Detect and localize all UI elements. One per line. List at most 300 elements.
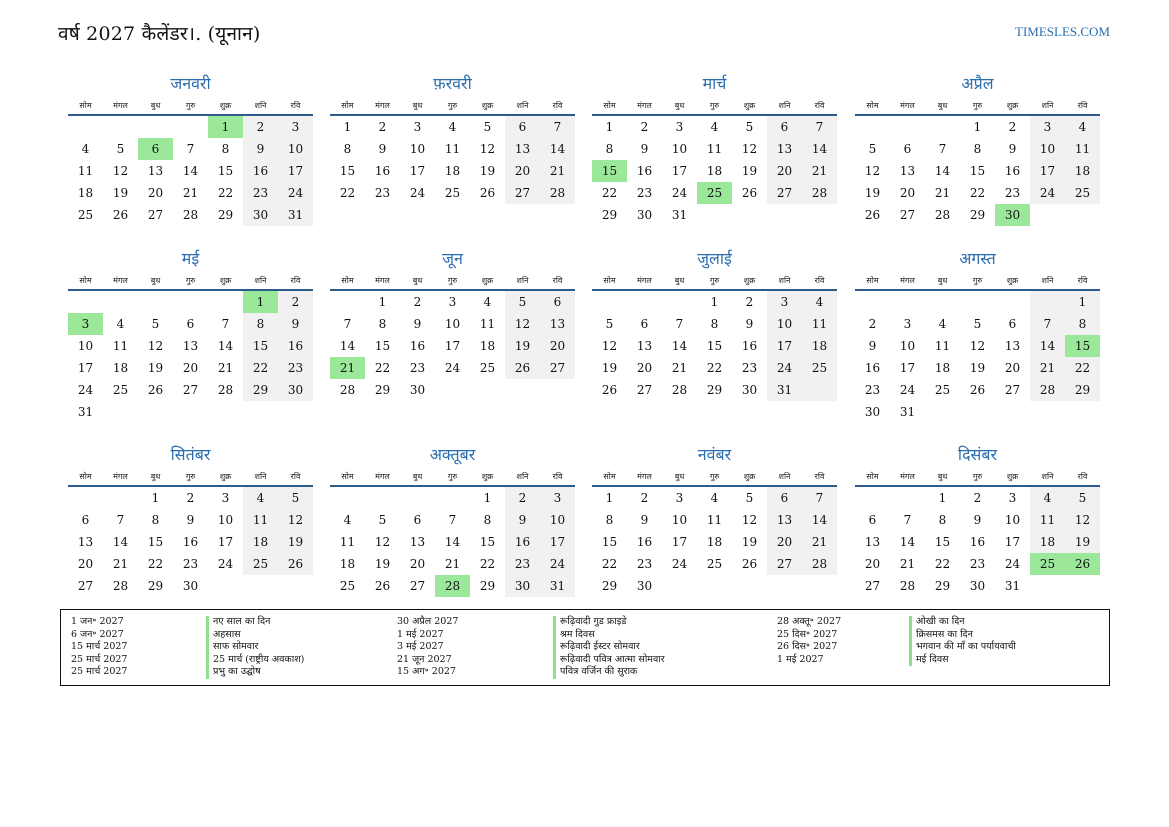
weekday-label: शुक्र [481,101,494,110]
day-cell: 19 [1074,535,1091,549]
holiday-day-cell: 21 [330,357,365,379]
day-cell: 14 [339,339,356,353]
day-cell: 10 [549,513,566,527]
day-cell: 14 [549,142,566,156]
weekday-label: शुक्र [1006,472,1019,481]
day-cell: 16 [969,535,986,549]
day-cell: 11 [252,513,269,527]
legend-holiday-name: पवित्र वर्जिन की सुराक [553,666,637,679]
month-name: अगस्त [959,249,996,268]
day-cell: 22 [252,361,269,375]
legend-date: 15 अग॰ 2027 [397,666,456,677]
weekday-label: शुक्र [219,472,232,481]
legend-date: 26 दिस॰ 2027 [777,641,838,652]
weekday-label: बुध [150,276,161,285]
day-cell: 21 [899,557,916,571]
weekday-header [68,100,313,116]
day-cell: 10 [1004,513,1021,527]
day-cell: 7 [815,491,824,505]
day-cell: 30 [864,405,881,419]
day-cell: 12 [112,164,129,178]
day-cell: 3 [675,120,684,134]
day-cell: 26 [112,208,129,222]
day-cell: 24 [1004,557,1021,571]
holiday-day-cell: 26 [1065,553,1100,575]
day-cell: 18 [811,339,828,353]
legend-date: 1 जन॰ 2027 [71,616,124,627]
weekday-label: रवि [814,472,825,481]
day-cell: 26 [969,383,986,397]
weekday-label: बुध [412,101,423,110]
legend-date: 1 मई 2027 [397,628,444,640]
day-cell: 24 [549,557,566,571]
weekday-label: मंगल [113,101,128,110]
day-cell: 3 [1043,120,1052,134]
weekday-label: शुक्र [743,276,756,285]
weekday-label: मंगल [375,276,390,285]
day-cell: 19 [287,535,304,549]
month-name: मार्च [702,74,727,93]
day-cell: 11 [934,339,951,353]
day-cell: 3 [221,491,230,505]
month-name: मई [181,249,200,268]
weekday-header [68,471,313,487]
holiday-day-cell: 25 [697,182,732,204]
weekday-label: शुक्र [219,276,232,285]
day-cell: 1 [151,491,160,505]
weekday-label: गुरु [185,276,196,285]
day-cell: 16 [182,535,199,549]
day-cell: 6 [1008,317,1017,331]
day-cell: 18 [112,361,129,375]
day-cell: 1 [343,120,352,134]
day-cell: 23 [969,557,986,571]
day-cell: 17 [1039,164,1056,178]
day-cell: 18 [934,361,951,375]
weekday-label: सोम [603,101,616,110]
day-cell: 26 [601,383,618,397]
day-cell: 2 [256,120,265,134]
weekday-label: शनि [516,101,529,110]
day-cell: 30 [252,208,269,222]
day-cell: 25 [77,208,94,222]
day-cell: 23 [514,557,531,571]
day-cell: 13 [147,164,164,178]
day-cell: 18 [444,164,461,178]
day-cell: 2 [1008,120,1017,134]
day-cell: 17 [409,164,426,178]
weekday-label: मंगल [375,101,390,110]
day-cell: 30 [409,383,426,397]
holiday-day-cell: 30 [995,204,1030,226]
day-cell: 14 [1039,339,1056,353]
day-cell: 20 [776,535,793,549]
day-cell: 7 [815,120,824,134]
day-cell: 5 [868,142,877,156]
month-name: नवंबर [697,445,732,464]
legend-date: 15 मार्च 2027 [71,641,128,652]
day-cell: 13 [409,535,426,549]
legend-date: 6 जन॰ 2027 [71,628,124,640]
day-cell: 15 [252,339,269,353]
day-cell: 28 [1039,383,1056,397]
day-cell: 4 [256,491,265,505]
day-cell: 4 [710,120,719,134]
holiday-day-cell: 25 [1030,553,1065,575]
day-cell: 18 [77,186,94,200]
day-cell: 19 [514,339,531,353]
weekday-header [592,100,837,116]
day-cell: 19 [741,535,758,549]
day-cell: 5 [116,142,125,156]
weekday-label: रवि [290,101,301,110]
day-cell: 7 [553,120,562,134]
day-cell: 2 [518,491,527,505]
day-cell: 24 [776,361,793,375]
day-cell: 29 [601,208,618,222]
weekday-label: रवि [552,101,563,110]
day-cell: 13 [77,535,94,549]
day-cell: 25 [479,361,496,375]
weekday-label: बुध [674,101,685,110]
legend-holiday-name: साफ सोमवार [206,641,258,654]
day-cell: 13 [514,142,531,156]
holiday-day-cell: 1 [208,116,243,138]
day-cell: 19 [741,164,758,178]
day-cell: 11 [1074,142,1091,156]
day-cell: 2 [868,317,877,331]
day-cell: 10 [899,339,916,353]
day-cell: 13 [776,142,793,156]
legend-holiday-name: रूढ़िवादी ईस्टर सोमवार [553,641,640,654]
weekday-header [855,275,1100,291]
weekday-header [330,100,575,116]
day-cell: 3 [903,317,912,331]
weekday-label: गुरु [972,276,983,285]
day-cell: 24 [1039,186,1056,200]
day-cell: 28 [811,186,828,200]
month-name: दिसंबर [957,445,998,464]
day-cell: 8 [710,317,719,331]
day-cell: 21 [671,361,688,375]
day-cell: 22 [374,361,391,375]
day-cell: 24 [899,383,916,397]
day-cell: 11 [1039,513,1056,527]
day-cell: 4 [116,317,125,331]
day-cell: 9 [973,513,982,527]
day-cell: 18 [1039,535,1056,549]
day-cell: 26 [741,557,758,571]
day-cell: 15 [934,535,951,549]
day-cell: 21 [182,186,199,200]
day-cell: 20 [77,557,94,571]
day-cell: 23 [1004,186,1021,200]
day-cell: 10 [1039,142,1056,156]
weekday-label: बुध [937,276,948,285]
weekday-label: रवि [1077,472,1088,481]
day-cell: 31 [776,383,793,397]
day-cell: 22 [1074,361,1091,375]
day-cell: 20 [514,164,531,178]
day-cell: 29 [217,208,234,222]
legend-holiday-name: श्रम दिवस [553,629,595,642]
day-cell: 6 [903,142,912,156]
day-cell: 21 [112,557,129,571]
day-cell: 11 [706,142,723,156]
weekday-label: गुरु [972,101,983,110]
day-cell: 4 [448,120,457,134]
day-cell: 14 [217,339,234,353]
weekday-label: शनि [516,276,529,285]
day-cell: 17 [776,339,793,353]
day-cell: 6 [640,317,649,331]
weekday-header [855,100,1100,116]
day-cell: 16 [514,535,531,549]
legend-holiday-name: नए साल का दिन [206,616,270,629]
day-cell: 11 [77,164,94,178]
day-cell: 27 [409,579,426,593]
weekday-label: मंगल [900,101,915,110]
day-cell: 17 [217,535,234,549]
weekday-label: रवि [290,472,301,481]
day-cell: 4 [1078,120,1087,134]
day-cell: 30 [636,579,653,593]
day-cell: 22 [934,557,951,571]
day-cell: 12 [514,317,531,331]
legend-holiday-name: अहसास [206,629,241,642]
day-cell: 9 [413,317,422,331]
day-cell: 5 [518,295,527,309]
day-cell: 1 [378,295,387,309]
day-cell: 14 [811,513,828,527]
weekday-label: रवि [814,276,825,285]
day-cell: 3 [780,295,789,309]
weekday-label: शुक्र [1006,276,1019,285]
legend-holiday-name: ओखी का दिन [909,616,965,629]
day-cell: 6 [81,513,90,527]
day-cell: 3 [413,120,422,134]
day-cell: 14 [934,164,951,178]
day-cell: 24 [409,186,426,200]
day-cell: 12 [864,164,881,178]
day-cell: 19 [601,361,618,375]
day-cell: 25 [934,383,951,397]
day-cell: 11 [706,513,723,527]
weekday-label: शनि [254,101,267,110]
day-cell: 26 [374,579,391,593]
weekday-label: गुरु [447,472,458,481]
day-cell: 27 [776,557,793,571]
day-cell: 9 [745,317,754,331]
day-cell: 13 [776,513,793,527]
legend-holiday-name: रूढ़िवादी गुड फ्राइडे [553,616,626,629]
weekday-label: रवि [1077,276,1088,285]
day-cell: 6 [518,120,527,134]
day-cell: 23 [374,186,391,200]
day-cell: 8 [256,317,265,331]
day-cell: 25 [252,557,269,571]
day-cell: 13 [864,535,881,549]
day-cell: 24 [217,557,234,571]
legend-holiday-name: भगवान की माँ का पर्यायवाची [909,641,1016,654]
day-cell: 14 [182,164,199,178]
day-cell: 8 [343,142,352,156]
day-cell: 1 [605,491,614,505]
weekday-label: बुध [674,472,685,481]
weekday-label: बुध [150,101,161,110]
day-cell: 16 [287,339,304,353]
day-cell: 6 [186,317,195,331]
day-cell: 17 [1004,535,1021,549]
day-cell: 24 [77,383,94,397]
day-cell: 22 [706,361,723,375]
weekday-label: शुक्र [743,101,756,110]
day-cell: 1 [710,295,719,309]
day-cell: 28 [112,579,129,593]
day-cell: 5 [745,120,754,134]
day-cell: 5 [973,317,982,331]
day-cell: 10 [287,142,304,156]
day-cell: 24 [671,186,688,200]
day-cell: 11 [444,142,461,156]
day-cell: 15 [374,339,391,353]
day-cell: 6 [553,295,562,309]
day-cell: 29 [374,383,391,397]
legend-holiday-name: रूढ़िवादी पवित्र आत्मा सोमवार [553,654,665,667]
day-cell: 21 [934,186,951,200]
holiday-day-cell: 28 [435,575,470,597]
weekday-label: मंगल [637,101,652,110]
day-cell: 26 [864,208,881,222]
holiday-day-cell: 1 [243,291,278,313]
day-cell: 9 [378,142,387,156]
day-cell: 9 [1008,142,1017,156]
legend-holiday-name: प्रभु का उद्घोष [206,666,261,679]
day-cell: 18 [1074,164,1091,178]
page-title: वर्ष 2027 कैलेंडर।. (यूनान) [58,23,261,45]
day-cell: 20 [182,361,199,375]
day-cell: 15 [339,164,356,178]
day-cell: 15 [479,535,496,549]
day-cell: 27 [636,383,653,397]
day-cell: 19 [374,557,391,571]
day-cell: 13 [549,317,566,331]
day-cell: 29 [1074,383,1091,397]
holiday-day-cell: 3 [68,313,103,335]
day-cell: 2 [973,491,982,505]
day-cell: 22 [601,557,618,571]
day-cell: 5 [745,491,754,505]
weekday-label: रवि [1077,101,1088,110]
weekday-header [330,275,575,291]
weekday-label: शनि [254,472,267,481]
day-cell: 27 [864,579,881,593]
day-cell: 29 [934,579,951,593]
day-cell: 9 [291,317,300,331]
day-cell: 30 [741,383,758,397]
day-cell: 3 [1008,491,1017,505]
day-cell: 25 [112,383,129,397]
day-cell: 27 [147,208,164,222]
day-cell: 12 [601,339,618,353]
day-cell: 16 [864,361,881,375]
site-link[interactable]: TIMESLES.COM [1015,24,1110,39]
weekday-label: बुध [412,472,423,481]
day-cell: 24 [287,186,304,200]
day-cell: 2 [413,295,422,309]
weekday-label: मंगल [375,472,390,481]
day-cell: 14 [112,535,129,549]
day-cell: 21 [549,164,566,178]
day-cell: 20 [864,557,881,571]
day-cell: 20 [636,361,653,375]
day-cell: 4 [938,317,947,331]
day-cell: 16 [636,164,653,178]
day-cell: 11 [112,339,129,353]
day-cell: 7 [448,513,457,527]
weekday-label: सोम [79,472,92,481]
day-cell: 22 [601,186,618,200]
day-cell: 11 [811,317,828,331]
weekday-label: सोम [341,472,354,481]
day-cell: 16 [252,164,269,178]
weekday-label: बुध [937,472,948,481]
day-cell: 8 [151,513,160,527]
day-cell: 22 [969,186,986,200]
day-cell: 16 [1004,164,1021,178]
weekday-label: बुध [674,276,685,285]
legend-date: 21 जून 2027 [397,653,452,665]
day-cell: 2 [186,491,195,505]
weekday-label: शनि [778,101,791,110]
day-cell: 7 [186,142,195,156]
weekday-label: रवि [814,101,825,110]
day-cell: 16 [374,164,391,178]
day-cell: 13 [1004,339,1021,353]
day-cell: 22 [147,557,164,571]
day-cell: 28 [671,383,688,397]
day-cell: 4 [710,491,719,505]
day-cell: 6 [868,513,877,527]
day-cell: 19 [864,186,881,200]
day-cell: 2 [291,295,300,309]
day-cell: 16 [636,535,653,549]
day-cell: 15 [969,164,986,178]
day-cell: 12 [741,142,758,156]
day-cell: 25 [339,579,356,593]
day-cell: 21 [811,164,828,178]
day-cell: 13 [636,339,653,353]
weekday-label: सोम [79,276,92,285]
holiday-day-cell: 6 [138,138,173,160]
day-cell: 14 [671,339,688,353]
day-cell: 26 [479,186,496,200]
day-cell: 3 [553,491,562,505]
day-cell: 11 [339,535,356,549]
month-name: फ़रवरी [433,74,472,93]
day-cell: 7 [675,317,684,331]
day-cell: 8 [605,142,614,156]
weekday-label: गुरु [709,101,720,110]
day-cell: 11 [479,317,496,331]
day-cell: 5 [151,317,160,331]
day-cell: 26 [741,186,758,200]
day-cell: 12 [374,535,391,549]
day-cell: 23 [864,383,881,397]
day-cell: 7 [903,513,912,527]
weekday-label: सोम [866,276,879,285]
weekday-label: सोम [341,101,354,110]
